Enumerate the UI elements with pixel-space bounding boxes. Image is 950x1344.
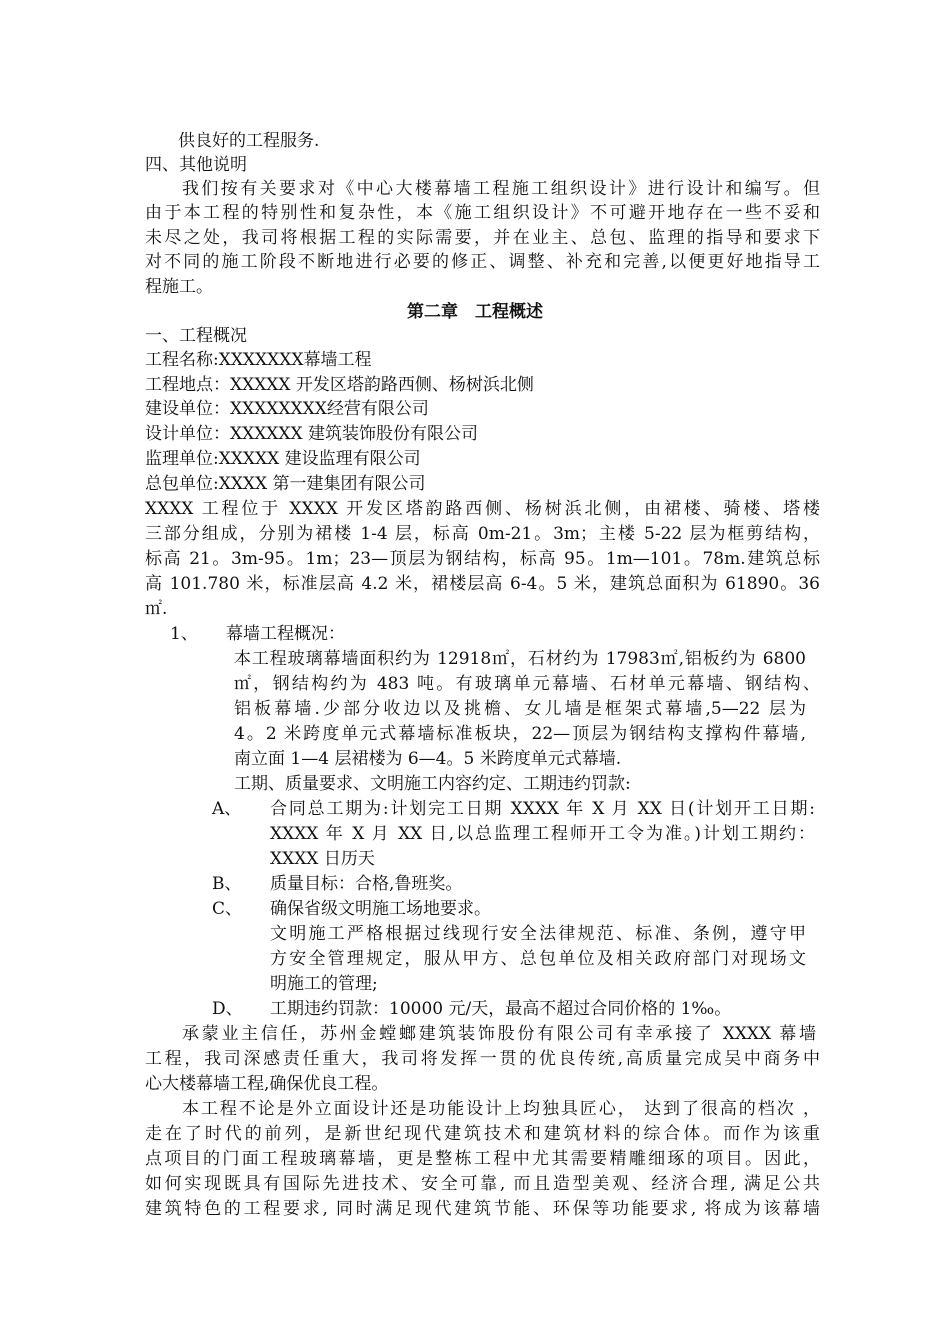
project-location: 工程地点：XXXXX 开发区塔韵路西侧、杨树浜北侧 (145, 375, 534, 395)
design-para-line: 本工程不论是外立面设计还是功能设计上均独具匠心， 达到了很高的档次 ， (182, 1099, 820, 1119)
design-unit: 设计单位：XXXXXX 建筑装饰股份有限公司 (145, 424, 479, 444)
item-a-line: XXXX 年 X 月 XX 日,以总监理工程师开工令为准。)计划工期约： (270, 824, 815, 844)
section4-heading: 四、其他说明 (145, 155, 247, 175)
item1-title: 幕墙工程概况： (226, 624, 345, 644)
builder-unit: 建设单位：XXXXXXXX经营有限公司 (145, 399, 429, 419)
supervision-unit: 监理单位:XXXXX 建设监理有限公司 (145, 449, 421, 469)
item-c-line: 文明施工严格根据过线现行安全法律规范、标准、条例，遵守甲 (270, 924, 806, 944)
item-a-label: A、 (212, 799, 242, 819)
section1-heading: 一、工程概况 (145, 326, 247, 346)
undertake-para-line: 承蒙业主信任，苏州金螳螂建筑装饰股份有限公司有幸承接了 XXXX 幕墙 (182, 1024, 816, 1044)
general-contractor: 总包单位:XXXX 第一建集团有限公司 (145, 474, 426, 494)
design-para-line: 建筑特色的工程要求, 同时满足现代建筑节能、环保等功能要求, 将成为该幕墙 (145, 1199, 820, 1219)
item-d-line: 工期违约罚款：10000 元/天，最高不超过合同价格的 1‰。 (270, 999, 732, 1019)
item1-para-line: 铝板幕墙.少部分收边以及挑檐、女儿墙是框架式幕墙,5—22 层为 (234, 699, 806, 719)
item-b-label: B、 (212, 874, 242, 894)
item1-number: 1、 (170, 624, 198, 644)
item1-para-line: 4。2 米跨度单元式幕墙标准板块，22—顶层为钢结构支撑构件幕墙, (234, 724, 806, 744)
overview-para-line: 高 101.780 米，标准层高 4.2 米，裙楼层高 6-4。5 米，建筑总面积为 61890。36 (145, 574, 820, 594)
section4-para-line: 程施工。 (145, 277, 213, 297)
item-c-line: 明施工的管理; (270, 974, 378, 994)
item-b-line: 质量目标：合格,鲁班奖。 (270, 874, 463, 894)
item-a-line: 合同总工期为:计划完工日期 XXXX 年 X 月 XX 日(计划开工日期: (270, 799, 815, 819)
section4-para-line: 未尽之处，我司将根据工程的实际需要，并在业主、总包、监理的指导和要求下 (145, 228, 820, 248)
chapter-title: 第二章 工程概述 (407, 302, 543, 322)
undertake-para-line: 心大楼幕墙工程,确保优良工程。 (145, 1074, 389, 1094)
undertake-para-line: 工程，我司深感责任重大，我司将发挥一贯的优良传统,高质量完成吴中商务中 (145, 1049, 820, 1069)
design-para-line: 点项目的门面工程玻璃幕墙，更是整栋工程中尤其需要精雕细琢的项目。因此， (145, 1149, 820, 1169)
item-c-line: 方安全管理规定，服从甲方、总包单位及相关政府部门对现场文 (270, 949, 806, 969)
intro-tail: 供良好的工程服务. (178, 131, 320, 151)
section4-para-line: 由于本工程的特别性和复杂性，本《施工组织设计》不可避开地存在一些不妥和 (145, 203, 820, 223)
item-a-line: XXXX 日历天 (270, 849, 375, 869)
overview-para-line: 标高 21。3m-95。1m；23—顶层为钢结构，标高 95。1m—101。78m.建筑总标 (145, 549, 820, 569)
item1-para-line: 本工程玻璃幕墙面积约为 12918㎡，石材约为 17983㎡,铝板约为 6800 (234, 649, 806, 669)
item-d-label: D、 (212, 999, 243, 1019)
overview-para-line: ㎡. (145, 599, 168, 619)
project-name: 工程名称:XXXXXXX幕墙工程 (145, 350, 372, 370)
overview-para-line: XXXX 工程位于 XXXX 开发区塔韵路西侧、杨树浜北侧，由裙楼、骑楼、塔楼 (145, 499, 820, 519)
item1-para-line: ㎡，钢结构约为 483 吨。有玻璃单元幕墙、石材单元幕墙、钢结构、 (234, 674, 820, 694)
section4-para-line: 我们按有关要求对《中心大楼幕墙工程施工组织设计》进行设计和编写。但 (182, 179, 820, 199)
item-c-line: 确保省级文明施工场地要求。 (270, 899, 491, 919)
item1-para-line: 南立面 1—4 层裙楼为 6—4。5 米跨度单元式幕墙. (234, 749, 622, 769)
design-para-line: 走在了时代的前列，是新世纪现代建筑技术和建筑材料的综合体。而作为该重 (145, 1124, 820, 1144)
design-para-line: 如何实现既具有国际先进技术、安全可靠, 而且造型美观、经济合理, 满足公共 (145, 1174, 820, 1194)
overview-para-line: 三部分组成，分别为裙楼 1-4 层，标高 0m-21。3m；主楼 5-22 层为框剪结构， (145, 524, 820, 544)
item-c-label: C、 (212, 899, 243, 919)
section4-para-line: 对不同的施工阶段不断地进行必要的修正、调整、补充和完善,以便更好地指导工 (145, 252, 820, 272)
requirements-heading: 工期、质量要求、文明施工内容约定、工期违约罚款: (234, 774, 631, 794)
